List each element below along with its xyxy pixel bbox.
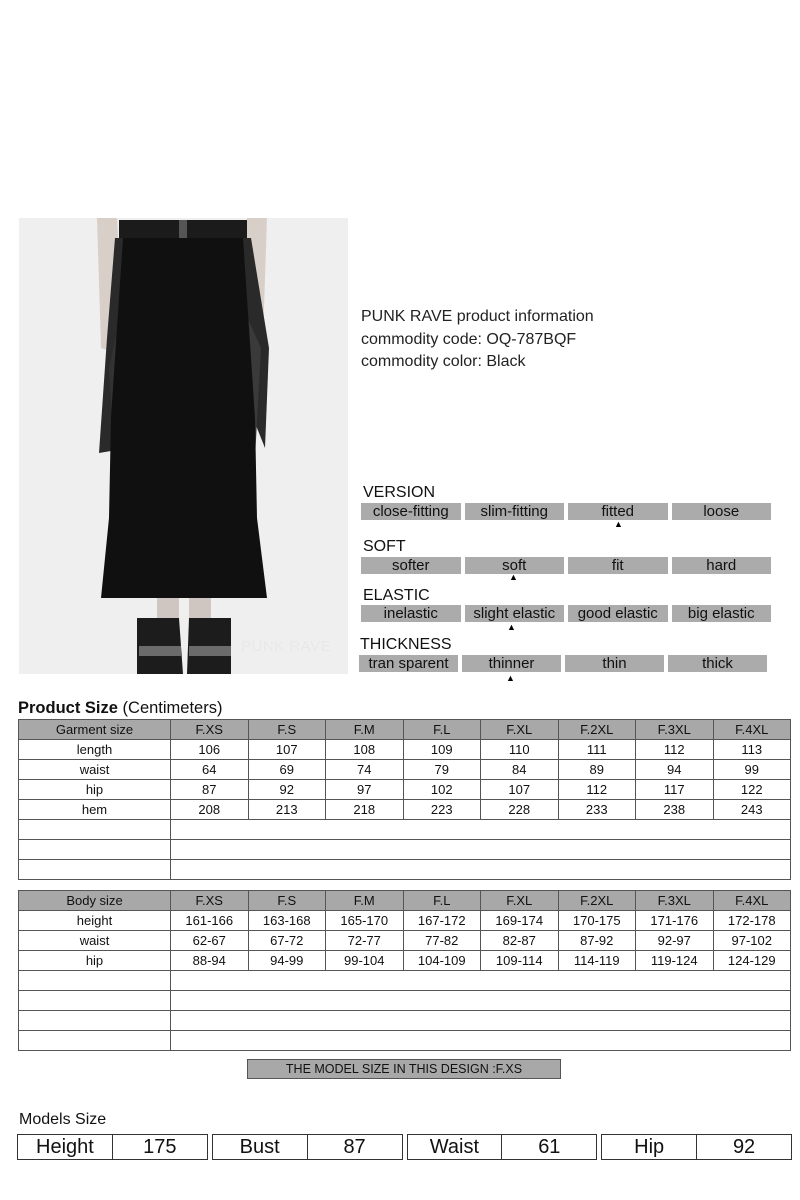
- models-size-label: Waist: [407, 1134, 503, 1160]
- version-option: close-fitting: [361, 503, 461, 520]
- table-cell: 111: [558, 740, 636, 760]
- table-cell: 113: [713, 740, 791, 760]
- table-cell: 112: [636, 740, 714, 760]
- table-cell: length: [19, 740, 171, 760]
- info-code-line: commodity code: OQ-787BQF: [361, 330, 577, 348]
- table-cell: 74: [326, 760, 404, 780]
- table-cell: 243: [713, 800, 791, 820]
- table-cell: height: [19, 911, 171, 931]
- table-header-cell: F.3XL: [636, 891, 714, 911]
- elastic-option: inelastic: [361, 605, 461, 622]
- table-cell: 228: [481, 800, 559, 820]
- version-scale: [361, 503, 771, 520]
- table-cell: 89: [558, 760, 636, 780]
- thickness-title: THICKNESS: [360, 636, 452, 653]
- table-header-cell: F.2XL: [558, 891, 636, 911]
- table-empty-row: [19, 860, 791, 880]
- table-cell: 167-172: [403, 911, 481, 931]
- elastic-option: slight elastic: [465, 605, 565, 622]
- product-size-title-bold: Product Size: [18, 699, 118, 717]
- soft-scale: [361, 557, 771, 574]
- table-header-cell: F.M: [326, 720, 404, 740]
- table-header-cell: F.XL: [481, 891, 559, 911]
- thickness-option: thinner: [462, 655, 561, 672]
- models-size-row: [17, 1134, 792, 1160]
- info-color-line: commodity color: Black: [361, 353, 526, 370]
- version-selected-marker: ▲: [614, 519, 623, 529]
- table-cell: 94-99: [248, 951, 326, 971]
- table-header-cell: F.M: [326, 891, 404, 911]
- product-size-title: [18, 699, 222, 718]
- table-cell: 172-178: [713, 911, 791, 931]
- table-cell: hip: [19, 951, 171, 971]
- table-empty-row: [19, 991, 791, 1011]
- models-size-bust: [212, 1134, 403, 1160]
- table-cell: 72-77: [326, 931, 404, 951]
- table-row: [19, 951, 791, 971]
- table-empty-row: [19, 971, 791, 991]
- table-cell: waist: [19, 760, 171, 780]
- table-row: [19, 760, 791, 780]
- table-header-cell: F.4XL: [713, 891, 791, 911]
- table-cell: 79: [403, 760, 481, 780]
- table-cell: 108: [326, 740, 404, 760]
- model-size-note: THE MODEL SIZE IN THIS DESIGN :F.XS: [247, 1059, 561, 1079]
- elastic-option: big elastic: [672, 605, 772, 622]
- soft-option: soft: [465, 557, 565, 574]
- models-size-value: 92: [697, 1134, 792, 1160]
- table-header-cell: F.XS: [171, 891, 249, 911]
- table-empty-row: [19, 1031, 791, 1051]
- table-cell: 92-97: [636, 931, 714, 951]
- version-option: slim-fitting: [465, 503, 565, 520]
- table-row: [19, 800, 791, 820]
- thickness-option: thin: [565, 655, 664, 672]
- table-cell: 109: [403, 740, 481, 760]
- table-cell: 124-129: [713, 951, 791, 971]
- table-cell: 104-109: [403, 951, 481, 971]
- table-cell: 97: [326, 780, 404, 800]
- models-size-label: Height: [17, 1134, 113, 1160]
- table-header-row: [19, 891, 791, 911]
- table-header-cell: F.4XL: [713, 720, 791, 740]
- table-cell: 233: [558, 800, 636, 820]
- table-cell: 223: [403, 800, 481, 820]
- table-header-cell: F.XL: [481, 720, 559, 740]
- table-cell: 82-87: [481, 931, 559, 951]
- thickness-selected-marker: ▲: [506, 673, 515, 683]
- table-cell: 171-176: [636, 911, 714, 931]
- elastic-selected-marker: ▲: [507, 622, 516, 632]
- table-header-cell: F.L: [403, 891, 481, 911]
- thickness-option: tran sparent: [359, 655, 458, 672]
- table-header-cell: Body size: [19, 891, 171, 911]
- models-size-hip: [601, 1134, 792, 1160]
- table-cell: 62-67: [171, 931, 249, 951]
- table-header-cell: Garment size: [19, 720, 171, 740]
- garment-size-table: [18, 719, 791, 880]
- models-size-waist: [407, 1134, 598, 1160]
- table-cell: 97-102: [713, 931, 791, 951]
- table-cell: 117: [636, 780, 714, 800]
- soft-option: hard: [672, 557, 772, 574]
- soft-selected-marker: ▲: [509, 572, 518, 582]
- elastic-option: good elastic: [568, 605, 668, 622]
- table-empty-row: [19, 1011, 791, 1031]
- table-header-row: [19, 720, 791, 740]
- soft-title: SOFT: [363, 538, 406, 555]
- table-cell: 109-114: [481, 951, 559, 971]
- table-header-cell: F.S: [248, 891, 326, 911]
- table-cell: 114-119: [558, 951, 636, 971]
- info-brand-line: PUNK RAVE product information: [361, 308, 594, 325]
- table-cell: 107: [248, 740, 326, 760]
- models-size-value: 61: [502, 1134, 597, 1160]
- table-cell: 64: [171, 760, 249, 780]
- table-header-cell: F.L: [403, 720, 481, 740]
- table-header-cell: F.S: [248, 720, 326, 740]
- table-row: [19, 740, 791, 760]
- table-cell: 112: [558, 780, 636, 800]
- models-size-value: 87: [308, 1134, 403, 1160]
- models-size-height: [17, 1134, 208, 1160]
- table-cell: hip: [19, 780, 171, 800]
- table-cell: 88-94: [171, 951, 249, 971]
- table-cell: 122: [713, 780, 791, 800]
- version-option: fitted: [568, 503, 668, 520]
- model-skirt-illustration: [19, 218, 348, 674]
- table-row: [19, 780, 791, 800]
- product-info: [361, 306, 594, 374]
- table-cell: 208: [171, 800, 249, 820]
- table-cell: 110: [481, 740, 559, 760]
- table-cell: 213: [248, 800, 326, 820]
- table-row: [19, 931, 791, 951]
- table-cell: 165-170: [326, 911, 404, 931]
- table-cell: 69: [248, 760, 326, 780]
- table-cell: 84: [481, 760, 559, 780]
- table-empty-row: [19, 840, 791, 860]
- table-empty-row: [19, 820, 791, 840]
- table-cell: 170-175: [558, 911, 636, 931]
- table-cell: 77-82: [403, 931, 481, 951]
- models-size-label: Hip: [601, 1134, 697, 1160]
- soft-option: fit: [568, 557, 668, 574]
- table-row: [19, 911, 791, 931]
- table-cell: 163-168: [248, 911, 326, 931]
- models-size-title: Models Size: [19, 1111, 107, 1128]
- models-size-value: 175: [113, 1134, 208, 1160]
- table-cell: 238: [636, 800, 714, 820]
- models-size-label: Bust: [212, 1134, 308, 1160]
- table-cell: 67-72: [248, 931, 326, 951]
- table-cell: 169-174: [481, 911, 559, 931]
- table-cell: 99: [713, 760, 791, 780]
- table-cell: 106: [171, 740, 249, 760]
- table-cell: 87: [171, 780, 249, 800]
- version-title: VERSION: [363, 484, 436, 501]
- version-option: loose: [672, 503, 772, 520]
- soft-option: softer: [361, 557, 461, 574]
- product-size-unit: (Centimeters): [122, 699, 223, 717]
- table-cell: 94: [636, 760, 714, 780]
- table-header-cell: F.3XL: [636, 720, 714, 740]
- table-cell: 218: [326, 800, 404, 820]
- table-cell: 87-92: [558, 931, 636, 951]
- table-cell: 119-124: [636, 951, 714, 971]
- table-cell: 99-104: [326, 951, 404, 971]
- table-cell: 102: [403, 780, 481, 800]
- elastic-title: ELASTIC: [363, 587, 430, 604]
- body-size-table: [18, 890, 791, 1051]
- table-header-cell: F.2XL: [558, 720, 636, 740]
- thickness-scale: [359, 655, 767, 672]
- photo-watermark: PUNK RAVE: [241, 638, 332, 655]
- product-photo: [19, 218, 348, 674]
- table-header-cell: F.XS: [171, 720, 249, 740]
- table-cell: 107: [481, 780, 559, 800]
- table-cell: 161-166: [171, 911, 249, 931]
- table-cell: hem: [19, 800, 171, 820]
- elastic-scale: [361, 605, 771, 622]
- table-cell: 92: [248, 780, 326, 800]
- table-cell: waist: [19, 931, 171, 951]
- thickness-option: thick: [668, 655, 767, 672]
